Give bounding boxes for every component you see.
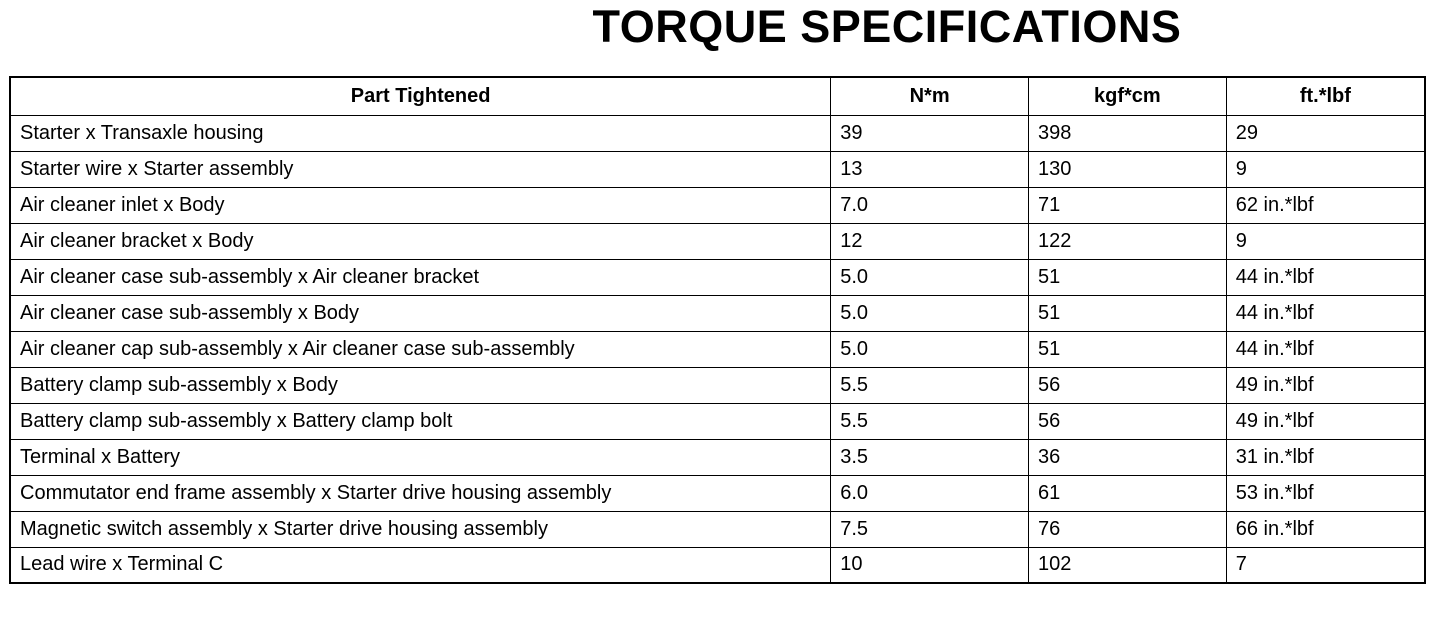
column-header-kgfcm: kgf*cm — [1028, 77, 1226, 115]
ftlbf-cell: 9 — [1226, 151, 1425, 187]
table-row — [10, 259, 1425, 295]
table-row — [10, 151, 1425, 187]
part-cell: Air cleaner bracket x Body — [10, 223, 831, 259]
table-row — [10, 475, 1425, 511]
ftlbf-cell: 44 in.*lbf — [1226, 259, 1425, 295]
kgfcm-cell: 51 — [1028, 259, 1226, 295]
part-cell: Magnetic switch assembly x Starter drive housing assembly — [10, 511, 831, 547]
table-row — [10, 187, 1425, 223]
kgfcm-cell: 61 — [1028, 475, 1226, 511]
part-cell: Air cleaner cap sub-assembly x Air cleaner case sub-assembly — [10, 331, 831, 367]
kgfcm-cell: 71 — [1028, 187, 1226, 223]
ftlbf-cell: 7 — [1226, 547, 1425, 583]
ftlbf-cell: 44 in.*lbf — [1226, 331, 1425, 367]
ftlbf-cell: 62 in.*lbf — [1226, 187, 1425, 223]
part-cell: Air cleaner case sub-assembly x Air cleaner bracket — [10, 259, 831, 295]
ftlbf-cell: 9 — [1226, 223, 1425, 259]
kgfcm-cell: 130 — [1028, 151, 1226, 187]
ftlbf-cell: 66 in.*lbf — [1226, 511, 1425, 547]
part-cell: Starter wire x Starter assembly — [10, 151, 831, 187]
column-header-nm: N*m — [831, 77, 1029, 115]
nm-cell: 39 — [831, 115, 1029, 151]
kgfcm-cell: 76 — [1028, 511, 1226, 547]
table-row — [10, 331, 1425, 367]
nm-cell: 7.5 — [831, 511, 1029, 547]
part-cell: Terminal x Battery — [10, 439, 831, 475]
nm-cell: 10 — [831, 547, 1029, 583]
nm-cell: 12 — [831, 223, 1029, 259]
ftlbf-cell: 31 in.*lbf — [1226, 439, 1425, 475]
nm-cell: 5.0 — [831, 259, 1029, 295]
ftlbf-cell: 29 — [1226, 115, 1425, 151]
table-header-row — [10, 77, 1425, 115]
nm-cell: 5.5 — [831, 367, 1029, 403]
table-row — [10, 403, 1425, 439]
kgfcm-cell: 102 — [1028, 547, 1226, 583]
table-row — [10, 115, 1425, 151]
kgfcm-cell: 398 — [1028, 115, 1226, 151]
nm-cell: 5.0 — [831, 331, 1029, 367]
table-row — [10, 367, 1425, 403]
part-cell: Air cleaner inlet x Body — [10, 187, 831, 223]
nm-cell: 5.5 — [831, 403, 1029, 439]
ftlbf-cell: 49 in.*lbf — [1226, 367, 1425, 403]
kgfcm-cell: 51 — [1028, 331, 1226, 367]
kgfcm-cell: 56 — [1028, 367, 1226, 403]
nm-cell: 3.5 — [831, 439, 1029, 475]
nm-cell: 13 — [831, 151, 1029, 187]
part-cell: Battery clamp sub-assembly x Battery clamp bolt — [10, 403, 831, 439]
ftlbf-cell: 53 in.*lbf — [1226, 475, 1425, 511]
ftlbf-cell: 44 in.*lbf — [1226, 295, 1425, 331]
nm-cell: 5.0 — [831, 295, 1029, 331]
kgfcm-cell: 51 — [1028, 295, 1226, 331]
nm-cell: 6.0 — [831, 475, 1029, 511]
table-row — [10, 223, 1425, 259]
kgfcm-cell: 122 — [1028, 223, 1226, 259]
part-cell: Lead wire x Terminal C — [10, 547, 831, 583]
table-row — [10, 511, 1425, 547]
part-cell: Air cleaner case sub-assembly x Body — [10, 295, 831, 331]
page-title: TORQUE SPECIFICATIONS — [592, 1, 1182, 52]
table-row — [10, 439, 1425, 475]
column-header-ftlbf: ft.*lbf — [1226, 77, 1425, 115]
table-row — [10, 547, 1425, 583]
torque-spec-table — [9, 76, 1426, 584]
nm-cell: 7.0 — [831, 187, 1029, 223]
table-body — [10, 115, 1425, 583]
ftlbf-cell: 49 in.*lbf — [1226, 403, 1425, 439]
table-row — [10, 295, 1425, 331]
kgfcm-cell: 56 — [1028, 403, 1226, 439]
part-cell: Battery clamp sub-assembly x Body — [10, 367, 831, 403]
column-header-part: Part Tightened — [10, 77, 831, 115]
kgfcm-cell: 36 — [1028, 439, 1226, 475]
part-cell: Starter x Transaxle housing — [10, 115, 831, 151]
part-cell: Commutator end frame assembly x Starter drive housing assembly — [10, 475, 831, 511]
